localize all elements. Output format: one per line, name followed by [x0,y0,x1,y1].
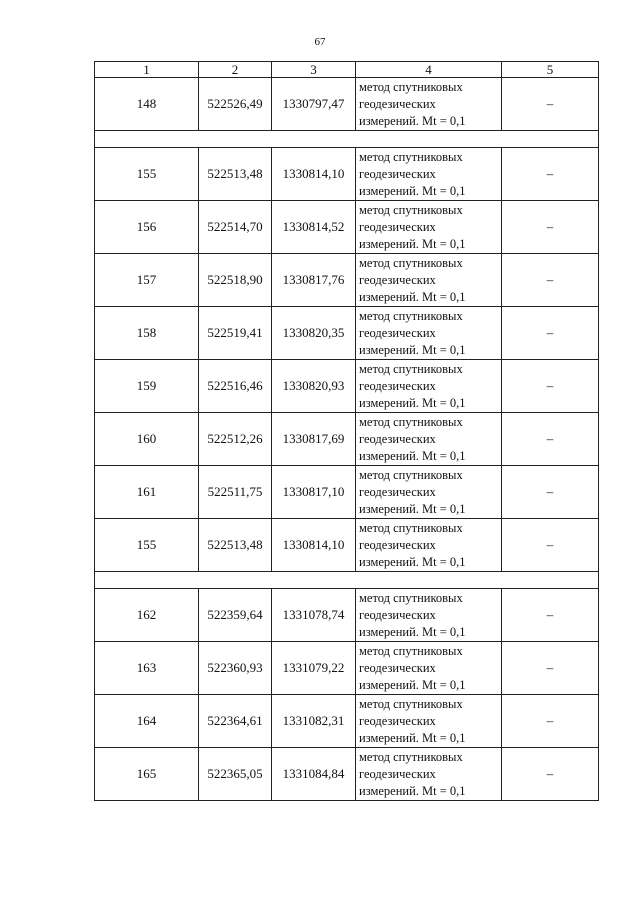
method-line: метод спутниковых [359,255,463,270]
method-line: метод спутниковых [359,696,463,711]
method-line: геодезических [359,660,436,675]
method-line: измерений. Mt = 0,1 [359,448,466,463]
header-col-2: 2 [199,62,272,78]
method-line: геодезических [359,325,436,340]
accuracy-dash: – [502,642,599,695]
separator-row [95,131,599,148]
point-number: 159 [95,360,199,413]
method-cell [356,466,502,519]
header-col-1: 1 [95,62,199,78]
method-line: метод спутниковых [359,520,463,535]
coord-x: 522364,61 [199,695,272,748]
method-line: измерений. Mt = 0,1 [359,730,466,745]
point-number: 155 [95,148,199,201]
table-row [95,748,599,801]
method-cell [356,254,502,307]
table-row [95,519,599,572]
method-line: геодезических [359,272,436,287]
method-line: геодезических [359,766,436,781]
method-line: метод спутниковых [359,467,463,482]
method-line: измерений. Mt = 0,1 [359,624,466,639]
page-number: 67 [314,36,326,48]
point-number: 160 [95,413,199,466]
method-line: метод спутниковых [359,149,463,164]
table-row [95,78,599,131]
point-number: 165 [95,748,199,801]
method-line: метод спутниковых [359,79,463,94]
point-number: 158 [95,307,199,360]
coord-x: 522513,48 [199,519,272,572]
method-line: измерений. Mt = 0,1 [359,677,466,692]
table-row [95,466,599,519]
separator-cell [95,572,599,589]
accuracy-dash: – [502,695,599,748]
table-row [95,148,599,201]
coord-x: 522519,41 [199,307,272,360]
coord-y: 1330817,10 [272,466,356,519]
method-line: геодезических [359,607,436,622]
coord-y: 1330797,47 [272,78,356,131]
accuracy-dash: – [502,78,599,131]
table-row [95,360,599,413]
accuracy-dash: – [502,360,599,413]
table-row [95,254,599,307]
method-line: метод спутниковых [359,643,463,658]
coord-y: 1331082,31 [272,695,356,748]
method-cell [356,519,502,572]
coord-x: 522516,46 [199,360,272,413]
table-row [95,413,599,466]
accuracy-dash: – [502,307,599,360]
coord-y: 1331078,74 [272,589,356,642]
table-row [95,642,599,695]
separator-cell [95,131,599,148]
accuracy-dash: – [502,589,599,642]
method-line: измерений. Mt = 0,1 [359,183,466,198]
coord-y: 1330814,10 [272,519,356,572]
point-number: 156 [95,201,199,254]
header-col-4: 4 [356,62,502,78]
coord-x: 522365,05 [199,748,272,801]
method-line: измерений. Mt = 0,1 [359,501,466,516]
coord-y: 1331079,22 [272,642,356,695]
method-line: метод спутниковых [359,202,463,217]
coord-y: 1330817,69 [272,413,356,466]
method-line: метод спутниковых [359,414,463,429]
table-row [95,589,599,642]
method-line: геодезических [359,96,436,111]
accuracy-dash: – [502,148,599,201]
method-line: измерений. Mt = 0,1 [359,395,466,410]
coord-y: 1331084,84 [272,748,356,801]
method-line: геодезических [359,431,436,446]
point-number: 155 [95,519,199,572]
method-line: геодезических [359,378,436,393]
separator-row [95,572,599,589]
method-cell [356,148,502,201]
method-line: измерений. Mt = 0,1 [359,113,466,128]
coord-y: 1330820,35 [272,307,356,360]
method-cell [356,307,502,360]
accuracy-dash: – [502,413,599,466]
table-row [95,201,599,254]
accuracy-dash: – [502,254,599,307]
accuracy-dash: – [502,519,599,572]
point-number: 163 [95,642,199,695]
method-line: измерений. Mt = 0,1 [359,342,466,357]
header-row [95,62,599,78]
method-cell [356,642,502,695]
coord-y: 1330814,52 [272,201,356,254]
method-line: измерений. Mt = 0,1 [359,236,466,251]
method-cell [356,78,502,131]
method-line: геодезических [359,537,436,552]
method-line: измерений. Mt = 0,1 [359,783,466,798]
method-cell [356,695,502,748]
coord-x: 522514,70 [199,201,272,254]
coord-y: 1330820,93 [272,360,356,413]
method-cell [356,748,502,801]
method-cell [356,589,502,642]
header-col-5: 5 [502,62,599,78]
method-cell [356,413,502,466]
accuracy-dash: – [502,748,599,801]
method-line: геодезических [359,219,436,234]
coord-x: 522359,64 [199,589,272,642]
header-col-3: 3 [272,62,356,78]
coord-x: 522518,90 [199,254,272,307]
point-number: 148 [95,78,199,131]
point-number: 157 [95,254,199,307]
table-row [95,307,599,360]
table-body [95,78,599,801]
point-number: 161 [95,466,199,519]
method-line: геодезических [359,166,436,181]
method-line: метод спутниковых [359,590,463,605]
coordinates-table [94,61,599,801]
coord-x: 522526,49 [199,78,272,131]
accuracy-dash: – [502,201,599,254]
method-cell [356,201,502,254]
method-line: метод спутниковых [359,361,463,376]
accuracy-dash: – [502,466,599,519]
method-line: геодезических [359,713,436,728]
coord-x: 522513,48 [199,148,272,201]
point-number: 162 [95,589,199,642]
table-row [95,695,599,748]
point-number: 164 [95,695,199,748]
coord-x: 522511,75 [199,466,272,519]
coord-x: 522360,93 [199,642,272,695]
method-line: измерений. Mt = 0,1 [359,289,466,304]
coord-y: 1330817,76 [272,254,356,307]
coord-x: 522512,26 [199,413,272,466]
method-cell [356,360,502,413]
method-line: метод спутниковых [359,308,463,323]
method-line: метод спутниковых [359,749,463,764]
coord-y: 1330814,10 [272,148,356,201]
method-line: геодезических [359,484,436,499]
method-line: измерений. Mt = 0,1 [359,554,466,569]
